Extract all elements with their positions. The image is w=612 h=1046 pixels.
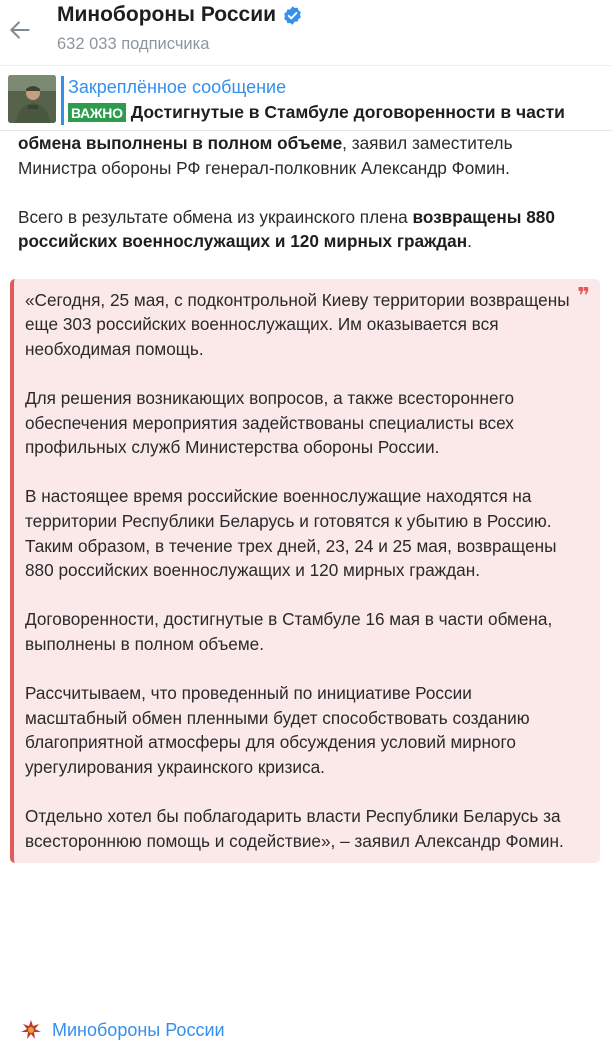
ministry-emblem-icon xyxy=(18,1017,44,1043)
verified-badge-icon xyxy=(282,5,303,26)
total-lead: Всего в результате обмена из украинского плена xyxy=(18,206,413,227)
pinned-preview-text: Достигнутые в Стамбуле договоренности в части xyxy=(130,102,565,122)
channel-name: Минобороны России xyxy=(57,3,277,26)
blockquote xyxy=(10,279,600,864)
total-bold: возвращены 880 российских военнослужащих и 120 мирных граждан xyxy=(18,206,555,252)
quote-mark-icon: ❞ xyxy=(577,282,590,308)
intro-rest: , заявил заместитель Министра обороны РФ генерал-полковник Александр Фомин. xyxy=(18,133,513,178)
pinned-accent-bar xyxy=(61,76,64,125)
message-body xyxy=(0,131,612,863)
subscriber-count: 632 033 подписчика xyxy=(57,35,210,53)
total-end: . xyxy=(467,231,472,252)
quote-paragraph: Рассчитываем, что проведенный по инициативе России масштабный обмен пленными будет способствовать созданию благоприятной атмосферы для обсуждения условий мирного урегулирования украинского кризиса. xyxy=(25,683,530,777)
quote-paragraph: Отдельно хотел бы поблагодарить власти Республики Беларусь за всестороннюю помощь и содействие», – заявил Александр Фомин. xyxy=(25,806,564,851)
intro-bold: обмена выполнены в полном объеме xyxy=(18,133,343,153)
channel-link[interactable] xyxy=(18,1017,225,1043)
pinned-message-bar[interactable] xyxy=(0,67,612,131)
message-intro xyxy=(18,131,594,180)
arrow-left-icon xyxy=(7,17,33,43)
pinned-title: Закреплённое сообщение xyxy=(68,77,287,97)
back-button[interactable] xyxy=(4,12,36,48)
channel-title[interactable] xyxy=(57,3,303,27)
important-badge: ВАЖНО xyxy=(68,103,126,122)
quote-paragraph: В настоящее время российские военнослужащие находятся на территории Республики Беларусь и готовятся к убытию в Россию. Таким образом, в течение трех дней, 23, 24 и 25 мая, возвращены 880 российских военнослужащих и 120 мирных граждан. xyxy=(25,486,557,581)
channel-link-text: Минобороны России xyxy=(52,1019,225,1040)
quote-paragraph: Договоренности, достигнутые в Стамбуле 16 мая в части обмена, выполнены в полном объеме. xyxy=(25,609,553,654)
quote-paragraph: «Сегодня, 25 мая, с подконтрольной Киеву территории возвращены еще 303 российских военнослужащих. Им оказывается вся необходимая помощь. xyxy=(25,289,570,359)
pinned-thumbnail xyxy=(8,75,56,123)
channel-header xyxy=(0,0,612,66)
pinned-preview xyxy=(68,102,565,123)
message-total xyxy=(18,205,594,254)
quote-paragraph: Для решения возникающих вопросов, а также всестороннего обеспечения мероприятия задействованы специалисты всех профильных служб Министерства обороны России. xyxy=(25,387,515,458)
